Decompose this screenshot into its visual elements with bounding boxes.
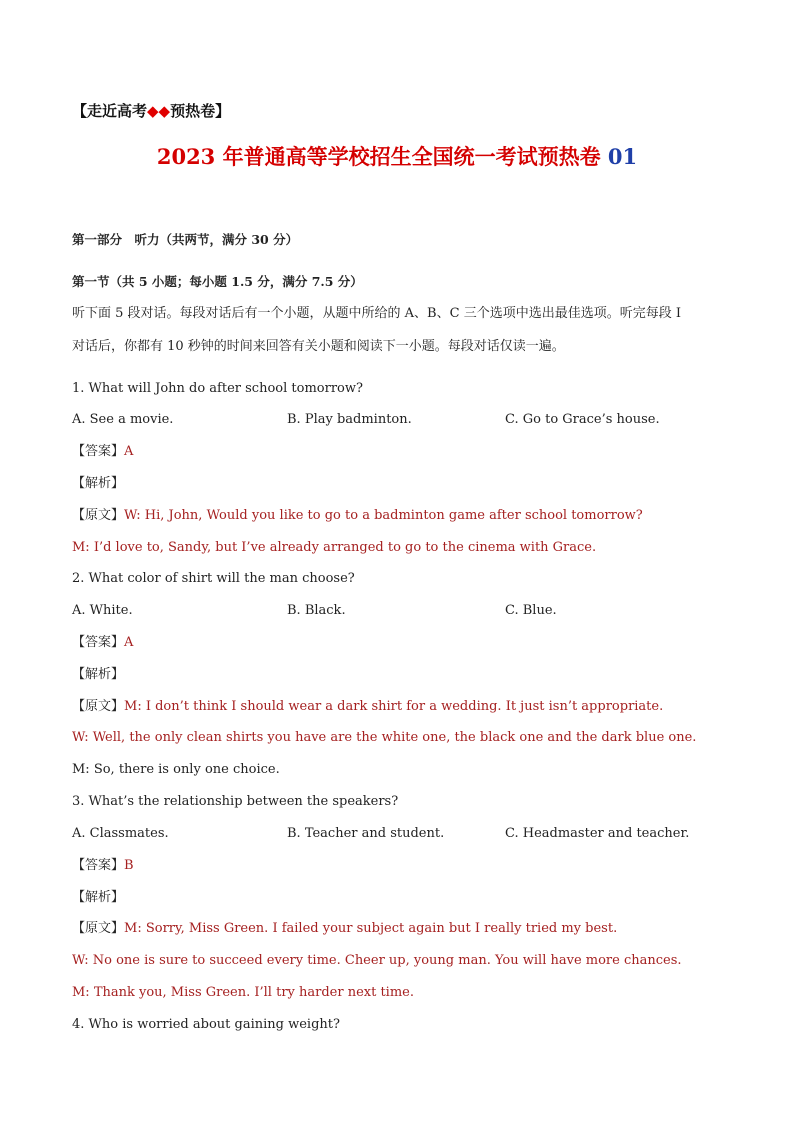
question-stem: 3. What’s the relationship between the speakers? xyxy=(72,794,399,809)
option-b: B. Teacher and student. xyxy=(287,826,445,841)
option-b: B. Black. xyxy=(287,603,346,618)
section-heading: 第一节（共 5 小题；每小题 1.5 分，满分 7.5 分） xyxy=(72,274,363,289)
option-c: C. Headmaster and teacher. xyxy=(505,826,690,841)
option-a: A. White. xyxy=(72,603,133,618)
original-tag: 【原文】 xyxy=(72,699,125,714)
answer-value: A xyxy=(124,444,134,459)
answer-tag: 【答案】 xyxy=(72,858,125,873)
brand-header xyxy=(72,102,230,120)
transcript-line: W: No one is sure to succeed every time. Cheer up, young man. You will have more chances. xyxy=(72,953,682,968)
transcript-line: W: Well, the only clean shirts you have are the white one, the black one and the dark blue one. xyxy=(72,730,697,745)
question-stem: 2. What color of shirt will the man choose? xyxy=(72,571,355,586)
answer-tag: 【答案】 xyxy=(72,444,125,459)
answer-row xyxy=(72,634,133,652)
transcript-line: M: So, there is only one choice. xyxy=(72,762,280,777)
transcript-row xyxy=(72,507,643,525)
transcript-line: M: I don’t think I should wear a dark shirt for a wedding. It just isn’t appropriate. xyxy=(124,699,664,714)
original-tag: 【原文】 xyxy=(72,508,125,523)
page-title xyxy=(0,143,794,171)
transcript-row xyxy=(72,920,617,938)
option-c: C. Blue. xyxy=(505,603,557,618)
brand-suffix: 预热卷】 xyxy=(170,102,231,120)
answer-row xyxy=(72,857,134,875)
question-stem: 4. Who is worried about gaining weight? xyxy=(72,1017,340,1032)
analysis-tag: 【解析】 xyxy=(72,890,125,905)
answer-tag: 【答案】 xyxy=(72,635,125,650)
original-tag: 【原文】 xyxy=(72,921,125,936)
transcript-line: M: I’d love to, Sandy, but I’ve already arranged to go to the cinema with Grace. xyxy=(72,540,597,555)
option-a: A. See a movie. xyxy=(72,412,174,427)
answer-row xyxy=(72,443,133,461)
transcript-row xyxy=(72,698,663,716)
option-b: B. Play badminton. xyxy=(287,412,412,427)
question-stem: 1. What will John do after school tomorrow? xyxy=(72,381,363,396)
answer-value: B xyxy=(124,858,134,873)
option-c: C. Go to Grace’s house. xyxy=(505,412,660,427)
answer-value: A xyxy=(124,635,134,650)
transcript-line: W: Hi, John, Would you like to go to a badminton game after school tomorrow? xyxy=(124,508,643,523)
title-number: 01 xyxy=(607,144,638,169)
option-a: A. Classmates. xyxy=(72,826,169,841)
analysis-tag: 【解析】 xyxy=(72,667,125,682)
instruction-line-1: 听下面 5 段对话。每段对话后有一个小题，从题中所给的 A、B、C 三个选项中选出最佳选项。听完每段 I xyxy=(72,306,681,321)
transcript-line: M: Sorry, Miss Green. I failed your subject again but I really tried my best. xyxy=(124,921,618,936)
title-main: 2023 年普通高等学校招生全国统一考试预热卷 xyxy=(156,144,601,169)
brand-prefix: 【走近高考 xyxy=(72,102,148,120)
transcript-line: M: Thank you, Miss Green. I’ll try harder next time. xyxy=(72,985,414,1000)
analysis-tag: 【解析】 xyxy=(72,476,125,491)
part-heading: 第一部分 听力（共两节，满分 30 分） xyxy=(72,232,299,247)
diamond-icon: ◆◆ xyxy=(147,102,171,120)
instruction-line-2: 对话后，你都有 10 秒钟的时间来回答有关小题和阅读下一小题。每段对话仅读一遍。 xyxy=(72,339,565,354)
